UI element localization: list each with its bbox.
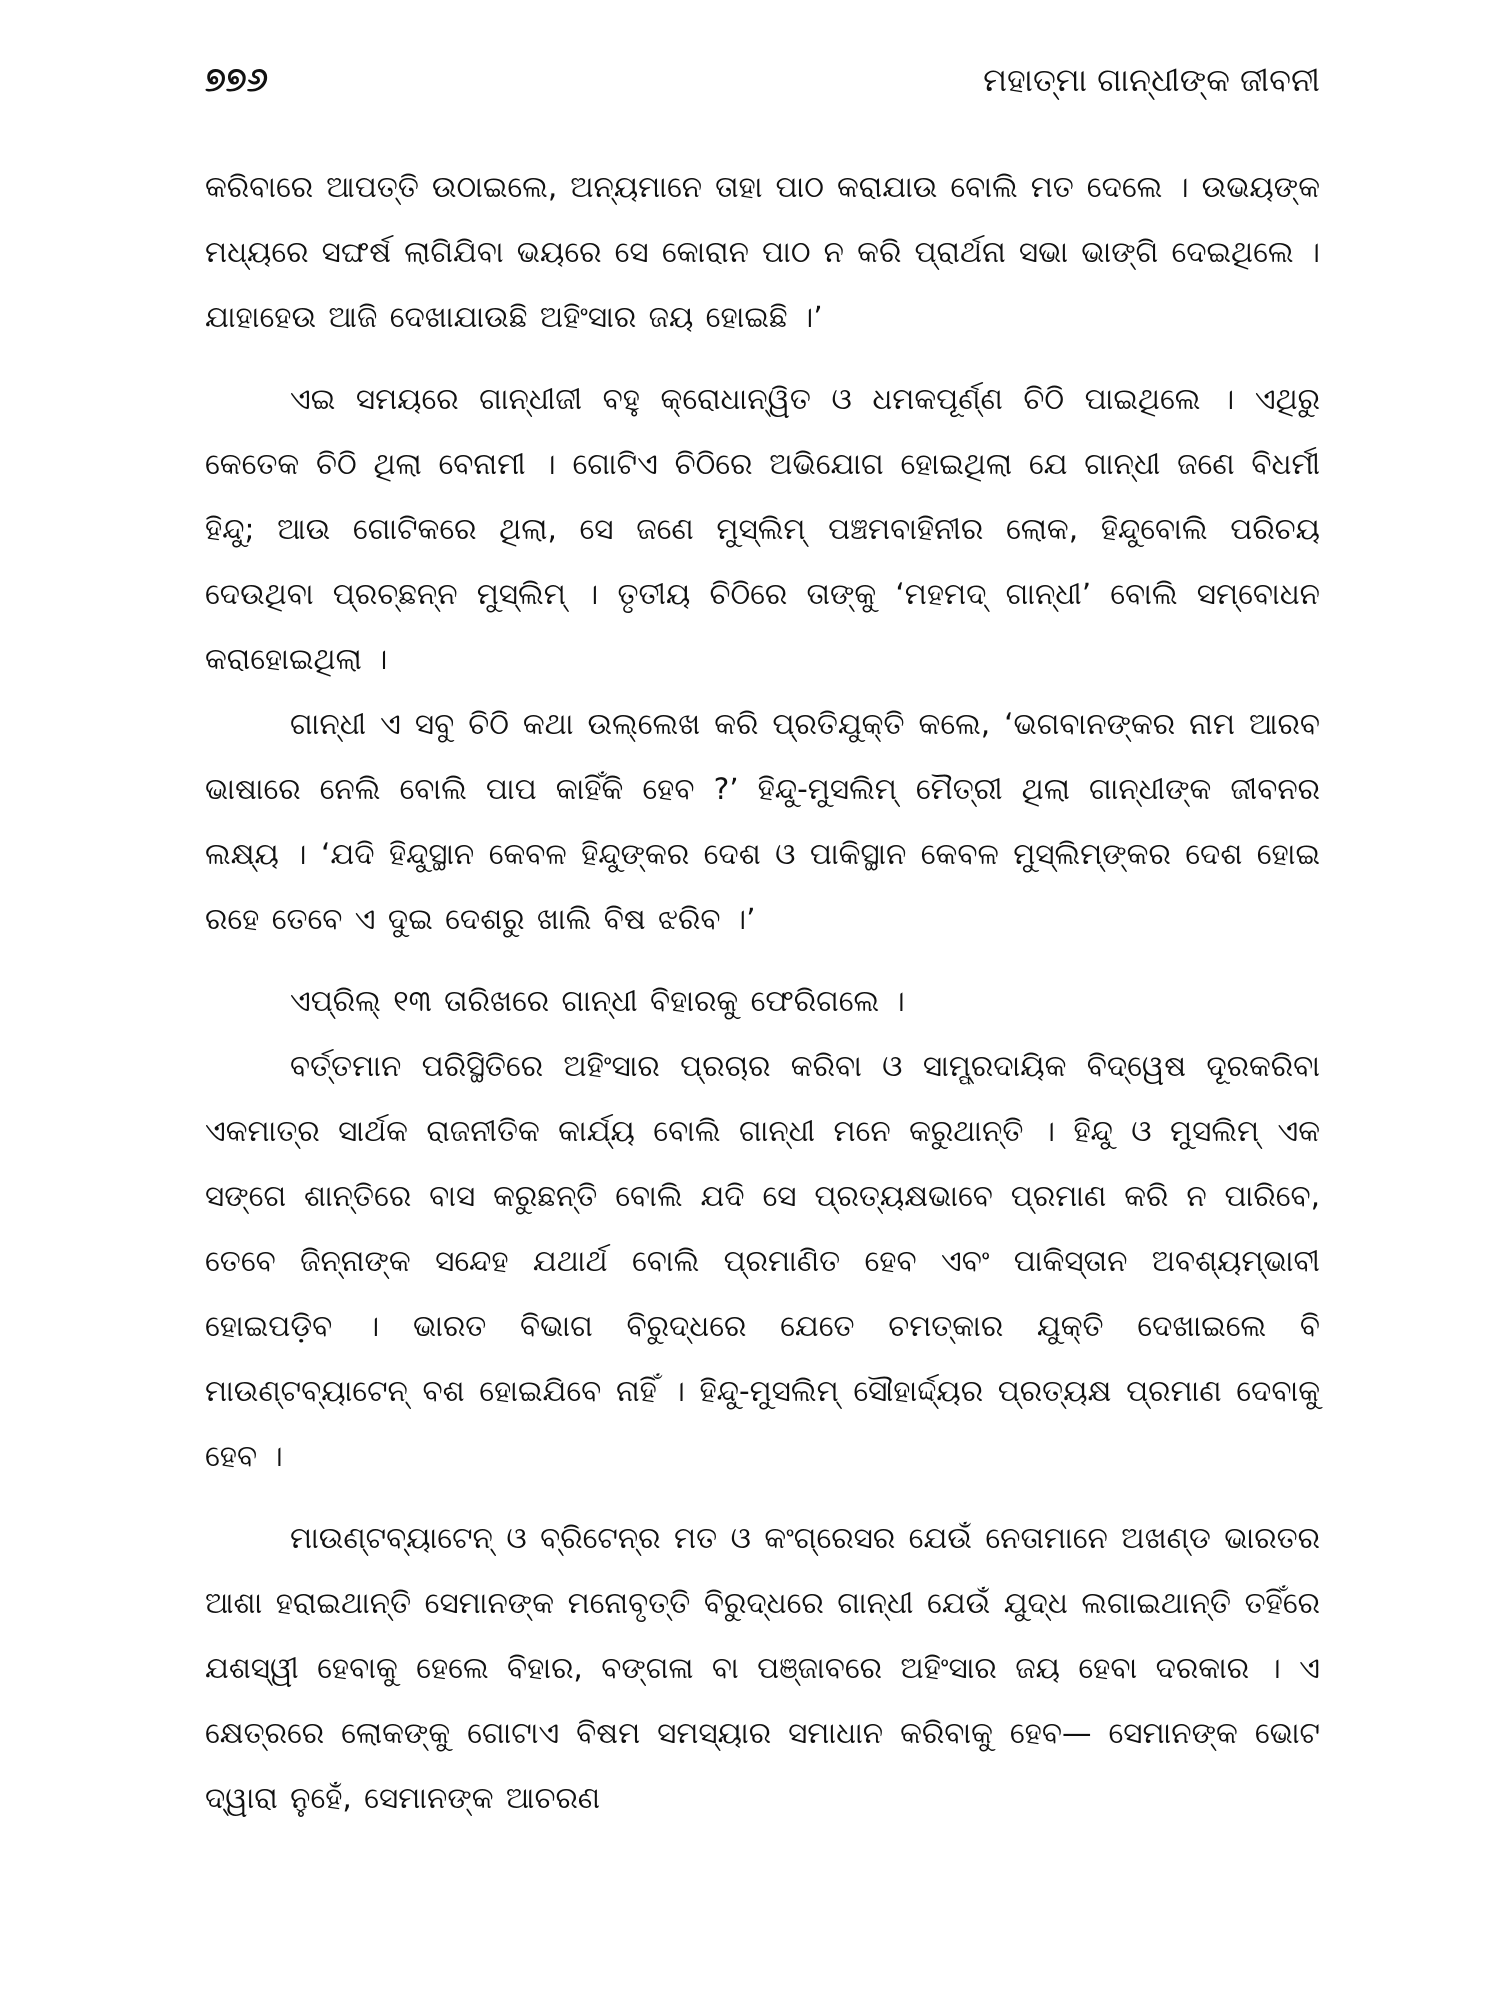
paragraph-6: ମାଉଣ୍ଟବ୍ୟାଟେନ୍ ଓ ବ୍ରିଟେନ୍‌ର ମତ ଓ କଂଗ୍ରେସର ଯେଉଁ ନେତାମାନେ ଅଖଣ୍ଡ ଭାରତର ଆଶା ହରାଇଥାନ୍ତି ସେମାନଙ୍କ ମନୋବୃତ୍ତି ବିରୁଦ୍ଧରେ ଗାନ୍ଧୀ ଯେଉଁ ଯୁଦ୍ଧ ଲଗାଇଥାନ୍ତି ତହିଁରେ ଯଶସ୍ୱୀ ହେବାକୁ ହେଲେ ବିହାର, ବଙ୍ଗଳା ବା ପଞ୍ଜାବରେ ଅହିଂସାର ଜୟ ହେବା ଦରକାର । ଏ କ୍ଷେତ୍ରରେ ଲୋକଙ୍କୁ ଗୋଟାଏ ବିଷମ ସମସ୍ୟାର ସମାଧାନ କରିବାକୁ ହେବ— ସେମାନଙ୍କ ଭୋଟ ଦ୍ୱାରା ନୁହେଁ, ସେମାନଙ୍କ ଆଚରଣ bbox=[205, 1521, 1320, 1815]
paragraph-4: ଏପ୍ରିଲ୍ ୧୩ ତାରିଖରେ ଗାନ୍ଧୀ ବିହାରକୁ ଫେରିଗଲେ । bbox=[290, 984, 905, 1018]
paragraph-1: କରିବାରେ ଆପତ୍ତି ଉଠାଇଲେ, ଅନ୍ୟମାନେ ତାହା ପାଠ କରାଯାଉ ବୋଲି ମତ ଦେଲେ । ଉଭୟଙ୍କ ମଧ୍ୟରେ ସଙ୍ଘର୍ଷ ଲାଗିଯିବା ଭୟରେ ସେ କୋରାନ ପାଠ ନ କରି ପ୍ରାର୍ଥନା ସଭା ଭାଙ୍ଗି ଦେଇଥିଲେ । ଯାହାହେଉ ଆଜି ଦେଖାଯାଉଛି ଅହିଂସାର ଜୟ ହୋଇଛି ।’ bbox=[205, 170, 1320, 334]
page-number: ୭୭୬ bbox=[205, 60, 268, 100]
paragraph-2: ଏଇ ସମୟରେ ଗାନ୍ଧୀଜୀ ବହୁ କ୍ରୋଧାନ୍ୱିତ ଓ ଧମକପୂର୍ଣ୍ଣ ଚିଠି ପାଇଥିଲେ । ଏଥିରୁ କେତେକ ଚିଠି ଥିଲା ବେନାମୀ । ଗୋଟିଏ ଚିଠିରେ ଅଭିଯୋଗ ହୋଇଥିଲା ଯେ ଗାନ୍ଧୀ ଜଣେ ବିଧର୍ମୀ ହିନ୍ଦୁ; ଆଉ ଗୋଟିକରେ ଥିଲା, ସେ ଜଣେ ମୁସ୍‌ଲିମ୍ ପଞ୍ଚମବାହିନୀର ଲୋକ, ହିନ୍ଦୁବୋଲି ପରିଚୟ ଦେଉଥିବା ପ୍ରଚ୍ଛନ୍ନ ମୁସ୍‌ଲିମ୍ । ତୃତୀୟ ଚିଠିରେ ତାଙ୍କୁ ‘ମହମଦ୍ ଗାନ୍ଧୀ’ ବୋଲି ସମ୍ବୋଧନ କରାହୋଇଥିଲା । bbox=[205, 382, 1320, 676]
body-text bbox=[205, 155, 1320, 1831]
paragraph-3: ଗାନ୍ଧୀ ଏ ସବୁ ଚିଠି କଥା ଉଲ୍ଲେଖ କରି ପ୍ରତିଯୁକ୍ତି କଲେ, ‘ଭଗବାନଙ୍କର ନାମ ଆରବ ଭାଷାରେ ନେଲି ବୋଲି ପାପ କାହିଁକି ହେବ ?’ ହିନ୍ଦୁ-ମୁସଲିମ୍ ମୈତ୍ରୀ ଥିଲା ଗାନ୍ଧୀଙ୍କ ଜୀବନର ଲକ୍ଷ୍ୟ । ‘ଯଦି ହିନ୍ଦୁସ୍ଥାନ କେବଳ ହିନ୍ଦୁଙ୍କର ଦେଶ ଓ ପାକିସ୍ଥାନ କେବଳ ମୁସ୍‌ଲିମ୍‌ଙ୍କର ଦେଶ ହୋଇ ରହେ ତେବେ ଏ ଦୁଇ ଦେଶରୁ ଖାଲି ବିଷ ଝରିବ ।’ bbox=[205, 707, 1320, 936]
running-head bbox=[205, 50, 1320, 110]
paragraph-5: ବର୍ତ୍ତମାନ ପରିସ୍ଥିତିରେ ଅହିଂସାର ପ୍ରଚାର କରିବା ଓ ସାମ୍ପ୍ରଦାୟିକ ବିଦ୍ୱେଷ ଦୂରକରିବା ଏକମାତ୍ର ସାର୍ଥକ ରାଜନୀତିକ କାର୍ଯ୍ୟ ବୋଲି ଗାନ୍ଧୀ ମନେ କରୁଥାନ୍ତି । ହିନ୍ଦୁ ଓ ମୁସଲିମ୍ ଏକ ସଙ୍ଗେ ଶାନ୍ତିରେ ବାସ କରୁଛନ୍ତି ବୋଲି ଯଦି ସେ ପ୍ରତ୍ୟକ୍ଷଭାବେ ପ୍ରମାଣ କରି ନ ପାରିବେ, ତେବେ ଜିନ୍ନାଙ୍କ ସନ୍ଦେହ ଯଥାର୍ଥ ବୋଲି ପ୍ରମାଣିତ ହେବ ଏବଂ ପାକିସ୍ତାନ ଅବଶ୍ୟମ୍ଭାବୀ ହୋଇପଡ଼ିବ । ଭାରତ ବିଭାଗ ବିରୁଦ୍ଧରେ ଯେତେ ଚମତ୍କାର ଯୁକ୍ତି ଦେଖାଇଲେ ବି ମାଉଣ୍ଟବ୍ୟାଟେନ୍ ବଶ ହୋଇଯିବେ ନାହିଁ । ହିନ୍ଦୁ-ମୁସଲିମ୍ ସୌହାର୍ଦ୍ଦ୍ୟର ପ୍ରତ୍ୟକ୍ଷ ପ୍ରମାଣ ଦେବାକୁ ହେବ । bbox=[205, 1049, 1320, 1473]
book-title: ମହାତ୍ମା ଗାନ୍ଧୀଙ୍କ ଜୀବନୀ bbox=[983, 60, 1320, 99]
